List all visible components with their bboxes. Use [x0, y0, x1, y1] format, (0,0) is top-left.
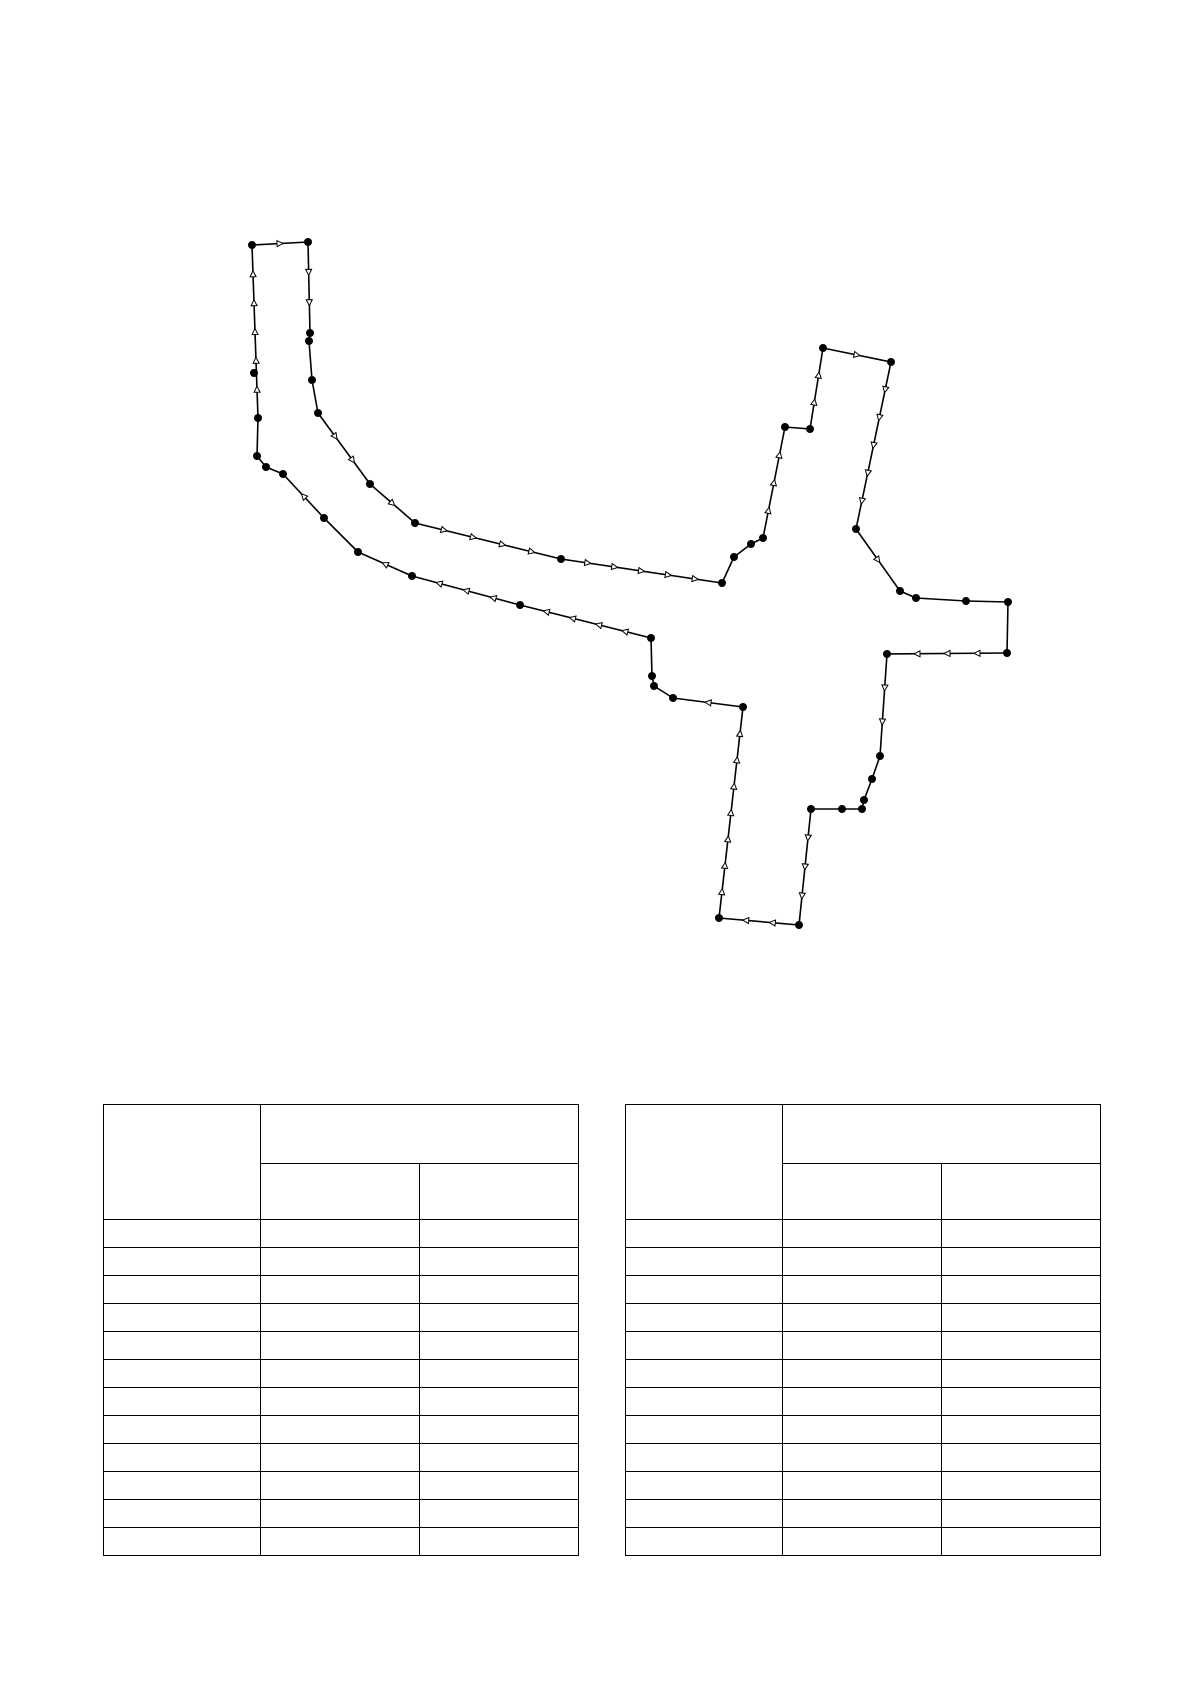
- point-number-cell: [626, 1360, 783, 1388]
- direction-marker: [277, 240, 283, 246]
- boundary-point: [858, 805, 866, 813]
- boundary-point: [320, 514, 328, 522]
- x-coordinate-cell: [261, 1388, 420, 1416]
- direction-marker: [882, 386, 889, 393]
- boundary-point: [887, 358, 895, 366]
- direction-marker: [870, 442, 877, 449]
- boundary-point: [366, 480, 374, 488]
- y-coordinate-cell: [420, 1388, 579, 1416]
- boundary-point: [896, 587, 904, 595]
- x-coordinate-cell: [261, 1472, 420, 1500]
- boundary-point: [305, 337, 313, 345]
- boundary-segment: [880, 654, 887, 756]
- x-coordinate-cell: [783, 1388, 942, 1416]
- direction-marker: [470, 534, 477, 541]
- direction-marker: [584, 560, 591, 567]
- x-coordinate-cell: [783, 1304, 942, 1332]
- x-coordinate-cell: [261, 1500, 420, 1528]
- y-coordinate-cell: [420, 1276, 579, 1304]
- point-number-cell: [626, 1388, 783, 1416]
- point-number-cell: [626, 1332, 783, 1360]
- direction-marker: [528, 548, 535, 555]
- boundary-point: [838, 805, 846, 813]
- y-coordinate-cell: [420, 1472, 579, 1500]
- table-row: [626, 1332, 1101, 1360]
- table-row: [626, 1416, 1101, 1444]
- table-row: [626, 1444, 1101, 1472]
- direction-marker: [381, 560, 389, 568]
- direction-marker: [944, 650, 950, 656]
- point-number-cell: [104, 1416, 261, 1444]
- boundary-segment: [719, 918, 799, 925]
- y-coordinate-cell: [942, 1248, 1101, 1276]
- direction-marker: [250, 271, 256, 277]
- direction-marker: [737, 730, 744, 737]
- direction-marker: [770, 479, 777, 486]
- direction-marker: [306, 300, 312, 306]
- y-coordinate-cell: [942, 1500, 1101, 1528]
- table-row: [104, 1416, 579, 1444]
- direction-marker: [802, 864, 809, 871]
- direction-marker: [765, 507, 772, 514]
- y-coordinate-cell: [942, 1360, 1101, 1388]
- coordinates-table-left: [103, 1104, 579, 1556]
- x-coordinate-cell: [783, 1444, 942, 1472]
- boundary-point: [781, 423, 789, 431]
- boundary-point: [715, 914, 723, 922]
- boundary-point: [248, 241, 256, 249]
- direction-marker: [499, 541, 506, 548]
- direction-marker: [811, 399, 818, 406]
- direction-marker: [776, 451, 783, 458]
- direction-marker: [864, 470, 871, 477]
- point-number-cell: [104, 1304, 261, 1332]
- boundary-point: [795, 921, 803, 929]
- direction-marker: [462, 587, 469, 594]
- x-coordinate-cell: [783, 1276, 942, 1304]
- boundary-point: [806, 425, 814, 433]
- direction-marker: [611, 564, 618, 571]
- boundary-point: [250, 369, 258, 377]
- direction-marker: [974, 650, 980, 656]
- header-x: [783, 1164, 942, 1220]
- point-number-cell: [626, 1472, 783, 1500]
- table-row: [626, 1248, 1101, 1276]
- boundary-point: [254, 414, 262, 422]
- y-coordinate-cell: [942, 1416, 1101, 1444]
- x-coordinate-cell: [783, 1416, 942, 1444]
- boundary-point: [650, 682, 658, 690]
- boundary-point: [883, 650, 891, 658]
- x-coordinate-cell: [261, 1416, 420, 1444]
- direction-marker: [435, 580, 442, 587]
- point-number-cell: [626, 1248, 783, 1276]
- direction-marker: [876, 414, 883, 421]
- boundary-point: [648, 672, 656, 680]
- boundary-segment: [309, 341, 312, 380]
- x-coordinate-cell: [783, 1472, 942, 1500]
- boundary-segment: [318, 413, 370, 484]
- y-coordinate-cell: [420, 1248, 579, 1276]
- y-coordinate-cell: [420, 1528, 579, 1556]
- boundary-point: [308, 376, 316, 384]
- x-coordinate-cell: [261, 1304, 420, 1332]
- header-x: [261, 1164, 420, 1220]
- direction-marker: [595, 621, 602, 628]
- x-coordinate-cell: [261, 1220, 420, 1248]
- boundary-point: [819, 344, 827, 352]
- boundary-segment: [324, 518, 358, 552]
- point-number-cell: [626, 1220, 783, 1248]
- y-coordinate-cell: [942, 1528, 1101, 1556]
- boundary-segment: [722, 557, 734, 583]
- point-number-cell: [626, 1416, 783, 1444]
- y-coordinate-cell: [942, 1332, 1101, 1360]
- table-row: [104, 1248, 579, 1276]
- boundary-point: [304, 238, 312, 246]
- table-row: [626, 1276, 1101, 1304]
- table-row: [104, 1276, 579, 1304]
- direction-marker: [805, 835, 812, 842]
- table-row: [104, 1528, 579, 1556]
- table-row: [104, 1500, 579, 1528]
- point-number-cell: [104, 1332, 261, 1360]
- direction-marker: [543, 608, 550, 615]
- boundary-point: [253, 452, 261, 460]
- direction-marker: [705, 699, 712, 706]
- direction-marker: [742, 917, 749, 924]
- direction-marker: [722, 862, 729, 869]
- table-row: [104, 1332, 579, 1360]
- table-row: [104, 1304, 579, 1332]
- x-coordinate-cell: [261, 1332, 420, 1360]
- direction-marker: [725, 836, 732, 843]
- boundary-point: [807, 805, 815, 813]
- boundary-point: [868, 775, 876, 783]
- direction-marker: [719, 888, 726, 895]
- header-coordinates: [261, 1105, 579, 1164]
- boundary-point: [262, 463, 270, 471]
- table-row: [626, 1472, 1101, 1500]
- x-coordinate-cell: [783, 1332, 942, 1360]
- boundary-segment: [520, 605, 651, 638]
- point-number-cell: [104, 1472, 261, 1500]
- table-row: [626, 1388, 1101, 1416]
- boundary-point: [557, 555, 565, 563]
- boundary-point: [739, 703, 747, 711]
- direction-marker: [569, 615, 576, 622]
- boundary-segment: [312, 380, 318, 413]
- direction-marker: [879, 719, 885, 725]
- point-number-cell: [104, 1528, 261, 1556]
- boundary-segment: [415, 523, 561, 559]
- boundary-point: [279, 470, 287, 478]
- header-point-number: [626, 1105, 783, 1220]
- boundary-segment: [966, 601, 1008, 602]
- y-coordinate-cell: [942, 1276, 1101, 1304]
- direction-marker: [665, 572, 672, 579]
- direction-marker: [638, 568, 645, 575]
- x-coordinate-cell: [261, 1360, 420, 1388]
- boundary-point: [852, 525, 860, 533]
- x-coordinate-cell: [783, 1360, 942, 1388]
- y-coordinate-cell: [420, 1360, 579, 1388]
- point-number-cell: [104, 1360, 261, 1388]
- direction-marker: [882, 685, 888, 691]
- boundary-point: [730, 553, 738, 561]
- direction-marker: [769, 919, 776, 926]
- point-number-cell: [104, 1444, 261, 1472]
- table-row: [626, 1220, 1101, 1248]
- boundary-point: [354, 548, 362, 556]
- point-number-cell: [104, 1220, 261, 1248]
- y-coordinate-cell: [420, 1444, 579, 1472]
- direction-marker: [254, 386, 260, 392]
- direction-marker: [914, 651, 920, 657]
- table-row: [626, 1360, 1101, 1388]
- y-coordinate-cell: [942, 1304, 1101, 1332]
- boundary-point: [876, 752, 884, 760]
- boundary-point: [860, 796, 868, 804]
- direction-marker: [734, 756, 741, 763]
- y-coordinate-cell: [942, 1388, 1101, 1416]
- y-coordinate-cell: [420, 1304, 579, 1332]
- table-row: [104, 1220, 579, 1248]
- boundary-point: [718, 579, 726, 587]
- point-number-cell: [626, 1276, 783, 1304]
- point-number-cell: [104, 1276, 261, 1304]
- x-coordinate-cell: [783, 1500, 942, 1528]
- x-coordinate-cell: [783, 1220, 942, 1248]
- point-number-cell: [104, 1248, 261, 1276]
- direction-marker: [441, 527, 448, 534]
- direction-marker: [306, 269, 312, 275]
- header-coordinates: [783, 1105, 1101, 1164]
- y-coordinate-cell: [420, 1220, 579, 1248]
- direction-marker: [853, 351, 860, 358]
- table-row: [626, 1528, 1101, 1556]
- point-number-cell: [626, 1444, 783, 1472]
- y-coordinate-cell: [420, 1416, 579, 1444]
- boundary-segment: [308, 242, 310, 333]
- table-row: [626, 1304, 1101, 1332]
- direction-marker: [252, 328, 258, 334]
- x-coordinate-cell: [261, 1528, 420, 1556]
- boundary-segment: [651, 638, 652, 676]
- x-coordinate-cell: [783, 1528, 942, 1556]
- y-coordinate-cell: [420, 1332, 579, 1360]
- boundary-segment: [810, 348, 823, 429]
- boundary-point: [411, 519, 419, 527]
- header-y: [942, 1164, 1101, 1220]
- point-number-cell: [626, 1528, 783, 1556]
- boundary-point: [759, 534, 767, 542]
- direction-marker: [489, 594, 496, 601]
- table-row: [104, 1388, 579, 1416]
- table-row: [626, 1500, 1101, 1528]
- x-coordinate-cell: [261, 1444, 420, 1472]
- point-number-cell: [104, 1500, 261, 1528]
- boundary-point: [1003, 649, 1011, 657]
- boundary-segment: [257, 418, 258, 456]
- direction-marker: [251, 300, 257, 306]
- direction-marker: [858, 498, 865, 505]
- direction-marker: [621, 628, 628, 635]
- direction-marker: [253, 357, 259, 363]
- point-number-cell: [104, 1388, 261, 1416]
- table-row: [104, 1472, 579, 1500]
- direction-marker: [692, 576, 699, 583]
- direction-marker: [731, 783, 738, 790]
- direction-marker: [728, 809, 735, 816]
- x-coordinate-cell: [261, 1276, 420, 1304]
- boundary-point: [408, 572, 416, 580]
- y-coordinate-cell: [942, 1220, 1101, 1248]
- y-coordinate-cell: [420, 1500, 579, 1528]
- boundary-point: [747, 540, 755, 548]
- boundary-point: [1004, 598, 1012, 606]
- boundary-segment: [916, 598, 966, 601]
- boundary-point: [306, 329, 314, 337]
- direction-marker: [815, 372, 822, 379]
- boundary-point: [669, 694, 677, 702]
- table-row: [104, 1360, 579, 1388]
- table-row: [104, 1444, 579, 1472]
- y-coordinate-cell: [942, 1472, 1101, 1500]
- coordinates-table-right: [625, 1104, 1101, 1556]
- header-point-number: [104, 1105, 261, 1220]
- x-coordinate-cell: [783, 1248, 942, 1276]
- header-y: [420, 1164, 579, 1220]
- x-coordinate-cell: [261, 1248, 420, 1276]
- boundary-point: [516, 601, 524, 609]
- y-coordinate-cell: [942, 1444, 1101, 1472]
- boundary-point: [314, 409, 322, 417]
- boundary-point: [962, 597, 970, 605]
- point-number-cell: [626, 1304, 783, 1332]
- boundary-segment: [1007, 602, 1008, 653]
- point-number-cell: [626, 1500, 783, 1528]
- direction-marker: [799, 893, 806, 900]
- boundary-point: [912, 594, 920, 602]
- boundary-point: [647, 634, 655, 642]
